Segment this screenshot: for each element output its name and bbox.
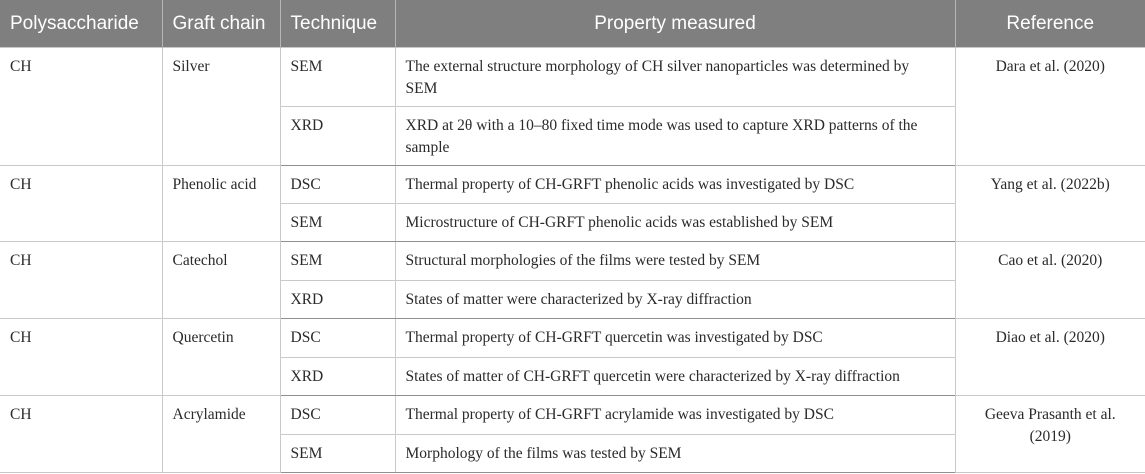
property-cell: Morphology of the films was tested by SEM [395,435,955,473]
header-polysaccharide: Polysaccharide [0,0,162,48]
graft-chain-cell: Silver [162,48,280,166]
table-row [0,166,1145,204]
technique-cell: XRD [280,107,395,166]
header-technique: Technique [280,0,395,48]
header-graft-chain: Graft chain [162,0,280,48]
graft-chain-cell: Acrylamide [162,396,280,473]
header-row [0,0,1145,48]
header-property-measured: Property measured [395,0,955,48]
table-row [0,242,1145,281]
graft-chain-cell: Phenolic acid [162,166,280,242]
technique-cell: DSC [280,396,395,435]
technique-cell: DSC [280,166,395,204]
property-cell: Thermal property of CH-GRFT quercetin was investigated by DSC [395,319,955,358]
graft-chain-cell: Quercetin [162,319,280,396]
header-reference: Reference [955,0,1145,48]
reference-cell: Geeva Prasanth et al. (2019) [955,396,1145,473]
reference-cell: Yang et al. (2022b) [955,166,1145,242]
property-cell: XRD at 2θ with a 10–80 fixed time mode was used to capture XRD patterns of the sample [395,107,955,166]
polysaccharide-cell: CH [0,242,162,319]
table-row [0,396,1145,435]
table-row [0,319,1145,358]
technique-cell: XRD [280,281,395,319]
property-cell: Structural morphologies of the films were tested by SEM [395,242,955,281]
table-row [0,48,1145,107]
reference-cell: Cao et al. (2020) [955,242,1145,319]
technique-cell: XRD [280,358,395,396]
polysaccharide-cell: CH [0,166,162,242]
technique-cell: SEM [280,204,395,242]
property-cell: Thermal property of CH-GRFT phenolic acids was investigated by DSC [395,166,955,204]
property-cell: The external structure morphology of CH silver nanoparticles was determined by SEM [395,48,955,107]
technique-cell: SEM [280,242,395,281]
property-cell: States of matter of CH-GRFT quercetin were characterized by X-ray diffraction [395,358,955,396]
reference-cell: Dara et al. (2020) [955,48,1145,166]
property-cell: Thermal property of CH-GRFT acrylamide was investigated by DSC [395,396,955,435]
table-body [0,48,1145,473]
technique-cell: DSC [280,319,395,358]
polysaccharide-cell: CH [0,48,162,166]
technique-cell: SEM [280,435,395,473]
polysaccharide-cell: CH [0,396,162,473]
graft-chain-cell: Catechol [162,242,280,319]
property-cell: States of matter were characterized by X-ray diffraction [395,281,955,319]
reference-cell: Diao et al. (2020) [955,319,1145,396]
property-cell: Microstructure of CH-GRFT phenolic acids was established by SEM [395,204,955,242]
polysaccharide-cell: CH [0,319,162,396]
technique-cell: SEM [280,48,395,107]
